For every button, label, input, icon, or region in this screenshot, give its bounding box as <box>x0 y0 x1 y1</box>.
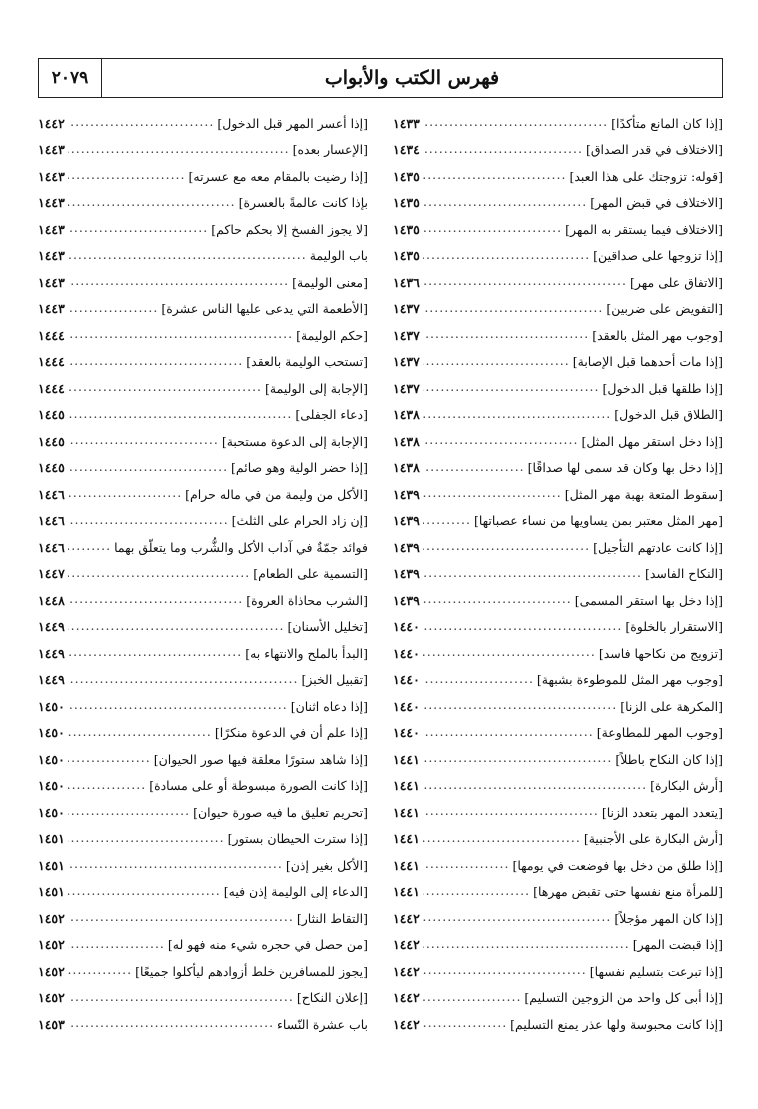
index-entry <box>393 349 723 376</box>
entry-page-number: ١٤٣٥ <box>393 221 420 237</box>
leader-dots <box>423 488 562 501</box>
index-entry <box>38 587 368 614</box>
entry-page-number: ١٤٤٢ <box>393 963 420 979</box>
entry-page-number: ١٤٤٢ <box>393 1016 420 1032</box>
entry-page-number: ١٤٤١ <box>393 778 420 794</box>
leader-dots <box>68 753 151 766</box>
index-entry <box>393 322 723 349</box>
leader-dots <box>423 939 630 952</box>
entry-page-number: ١٤٣٦ <box>393 274 420 290</box>
entry-title: [تخليل الأسنان] <box>287 619 368 635</box>
leader-dots <box>423 965 587 978</box>
leader-dots <box>423 753 612 766</box>
entry-page-number: ١٤٤٠ <box>393 698 420 714</box>
leader-dots <box>423 144 583 157</box>
entry-page-number: ١٤٤٤ <box>38 380 65 396</box>
entry-page-number: ١٤٤٣ <box>38 248 65 264</box>
leader-dots <box>68 939 165 952</box>
index-entry <box>38 1011 368 1038</box>
entry-title: [إن زاد الحرام على الثلث] <box>231 513 368 529</box>
leader-dots <box>68 727 212 740</box>
leader-dots <box>68 515 229 528</box>
entry-title: [إذا قبضت المهر] <box>632 937 723 953</box>
leader-dots <box>68 197 236 210</box>
entry-title: [إذا أبى كل واحد من الزوجين التسليم] <box>524 990 723 1006</box>
right-column <box>393 110 723 1085</box>
entry-title: [أرش البكارة على الأجنبية] <box>583 831 723 847</box>
entry-title: [إذا علم أن في الدعوة منكرًا] <box>214 725 368 741</box>
entry-page-number: ١٤٣٥ <box>393 195 420 211</box>
entry-page-number: ١٤٥١ <box>38 831 65 847</box>
leader-dots <box>423 329 589 342</box>
entry-title: [إذا مات أحدهما قبل الإصابة] <box>572 354 723 370</box>
index-entry <box>393 216 723 243</box>
leader-dots <box>423 859 510 872</box>
entry-title: [إعلان النكاح] <box>296 990 368 1006</box>
entry-title: [المكرهة على الزنا] <box>620 698 723 714</box>
leader-dots <box>68 594 243 607</box>
leader-dots <box>423 541 590 554</box>
entry-page-number: ١٤٤٤ <box>38 354 65 370</box>
entry-title: [إذا كان النكاح باطلاً] <box>615 751 723 767</box>
leader-dots <box>423 303 604 316</box>
entry-title: [الإجابة إلى الوليمة] <box>265 380 368 396</box>
leader-dots <box>423 223 562 236</box>
entry-page-number: ١٤٤٠ <box>393 619 420 635</box>
entry-title: [إذا كان المانع متأكدًا] <box>611 115 723 131</box>
leader-dots <box>68 223 208 236</box>
entry-page-number: ١٤٤١ <box>393 751 420 767</box>
leader-dots <box>423 992 522 1005</box>
index-entry <box>393 561 723 588</box>
leader-dots <box>68 462 228 475</box>
entry-title: [إذا طلقها قبل الدخول] <box>602 380 723 396</box>
index-entry <box>38 905 368 932</box>
entry-page-number: ١٤٣٩ <box>393 486 420 502</box>
entry-page-number: ١٤٤٥ <box>38 460 65 476</box>
entry-page-number: ١٤٣٧ <box>393 354 420 370</box>
leader-dots <box>423 356 570 369</box>
leader-dots <box>423 515 471 528</box>
index-entry <box>38 826 368 853</box>
entry-page-number: ١٤٣٨ <box>393 460 420 476</box>
entry-title: [وجوب المهر للمطاوعة] <box>596 725 723 741</box>
index-entry <box>393 428 723 455</box>
leader-dots <box>423 886 530 899</box>
entry-page-number: ١٤٤٠ <box>393 725 420 741</box>
entry-page-number: ١٤٥٢ <box>38 910 65 926</box>
entry-page-number: ١٤٥٠ <box>38 725 65 741</box>
entry-title: [لا يجوز الفسخ إلا بحكم حاكم] <box>211 221 368 237</box>
index-entry <box>38 163 368 190</box>
leader-dots <box>423 382 600 395</box>
index-entry <box>393 269 723 296</box>
leader-dots <box>68 621 285 634</box>
entry-title: [الاختلاف في قدر الصداق] <box>585 142 723 158</box>
index-entry <box>38 349 368 376</box>
entry-title: [مهر المثل معتبر بمن يساويها من نساء عصباتها] <box>473 513 723 529</box>
index-entry <box>38 693 368 720</box>
entry-title: [من حصل في حجره شيء منه فهو له] <box>167 937 368 953</box>
leader-dots <box>423 170 567 183</box>
index-entry <box>393 852 723 879</box>
index-columns <box>38 110 723 1085</box>
entry-title: [يجوز للمسافرين خلط أزوادهم ليأكلوا جميعًا] <box>135 963 368 979</box>
index-entry <box>393 1011 723 1038</box>
entry-title: [الدعاء إلى الوليمة إذن فيه] <box>223 884 368 900</box>
index-entry <box>393 243 723 270</box>
entry-page-number: ١٤٣٤ <box>393 142 420 158</box>
entry-title: [سقوط المتعة بهبة مهر المثل] <box>564 486 723 502</box>
leader-dots <box>68 144 290 157</box>
leader-dots <box>423 727 594 740</box>
entry-page-number: ١٤٤٣ <box>38 168 65 184</box>
entry-page-number: ١٤٣٩ <box>393 513 420 529</box>
leader-dots <box>68 886 221 899</box>
entry-page-number: ١٤٥١ <box>38 884 65 900</box>
entry-title: [للمرأة منع نفسها حتى تقبض مهرها] <box>533 884 723 900</box>
leader-dots <box>423 462 525 475</box>
entry-page-number: ١٤٥٠ <box>38 751 65 767</box>
entry-page-number: ١٤٣٨ <box>393 433 420 449</box>
leader-dots <box>423 1018 507 1031</box>
entry-title: [الطلاق قبل الدخول] <box>614 407 723 423</box>
entry-page-number: ١٤٤٣ <box>38 142 65 158</box>
index-entry <box>38 534 368 561</box>
leader-dots <box>68 541 111 554</box>
entry-title: [يتعدد المهر بتعدد الزنا] <box>601 804 723 820</box>
entry-title: [الاتفاق على مهر] <box>630 274 723 290</box>
leader-dots <box>68 329 293 342</box>
entry-page-number: ١٤٣٧ <box>393 301 420 317</box>
index-entry <box>393 481 723 508</box>
index-entry <box>393 799 723 826</box>
leader-dots <box>423 409 611 422</box>
left-column <box>38 110 368 1085</box>
entry-title: [إذا طلق من دخل بها فوضعت في يومها] <box>512 857 723 873</box>
index-entry <box>38 852 368 879</box>
leader-dots <box>423 912 612 925</box>
leader-dots <box>423 276 627 289</box>
entry-title: [إذا كانت محبوسة ولها عذر يمنع التسليم] <box>510 1016 723 1032</box>
leader-dots <box>68 674 299 687</box>
entry-title: [الإعسار بعده] <box>292 142 368 158</box>
leader-dots <box>68 303 159 316</box>
entry-page-number: ١٤٥٢ <box>38 990 65 1006</box>
index-entry <box>38 667 368 694</box>
entry-page-number: ١٤٥٠ <box>38 778 65 794</box>
index-entry <box>38 322 368 349</box>
index-entry <box>393 932 723 959</box>
entry-title: [الإجابة إلى الدعوة مستحبة] <box>221 433 368 449</box>
entry-page-number: ١٤٤٩ <box>38 619 65 635</box>
leader-dots <box>68 912 294 925</box>
entry-page-number: ١٤٤٩ <box>38 645 65 661</box>
entry-page-number: ١٤٤٢ <box>393 990 420 1006</box>
index-entry <box>393 508 723 535</box>
index-entry <box>393 296 723 323</box>
leader-dots <box>68 488 182 501</box>
entry-title: [إذا أعسر المهر قبل الدخول] <box>217 115 368 131</box>
index-entry <box>393 534 723 561</box>
entry-page-number: ١٤٤٩ <box>38 672 65 688</box>
entry-title: فوائد جمّةٌ في آداب الأكل والشُّرب وما يتعلّق بهما <box>114 539 368 555</box>
index-entry <box>38 773 368 800</box>
entry-title: [إذا دخل بها وكان قد سمى لها صداقًا] <box>527 460 723 476</box>
leader-dots <box>423 568 642 581</box>
index-entry <box>393 614 723 641</box>
entry-title: [وجوب مهر المثل للموطوءة بشبهة] <box>536 672 723 688</box>
index-entry <box>38 296 368 323</box>
entry-title: [الاختلاف فيما يستقر به المهر] <box>565 221 723 237</box>
index-entry <box>38 375 368 402</box>
index-entry <box>38 137 368 164</box>
entry-page-number: ١٤٤٦ <box>38 539 65 555</box>
entry-page-number: ١٤٣٨ <box>393 407 420 423</box>
entry-page-number: ١٤٤٣ <box>38 195 65 211</box>
entry-page-number: ١٤٣٩ <box>393 539 420 555</box>
leader-dots <box>68 276 289 289</box>
leader-dots <box>423 117 608 130</box>
page-title: فهرس الكتب والأبواب <box>324 67 500 89</box>
leader-dots <box>68 833 225 846</box>
index-entry <box>38 402 368 429</box>
entry-page-number: ١٤٤٢ <box>393 910 420 926</box>
index-entry <box>38 428 368 455</box>
index-entry <box>38 614 368 641</box>
index-entry <box>393 773 723 800</box>
leader-dots <box>68 170 186 183</box>
index-entry <box>393 667 723 694</box>
entry-title: [إذا حضر الولية وهو صائم] <box>231 460 368 476</box>
entry-title: [إذا دخل استقر مهل المثل] <box>581 433 723 449</box>
entry-title: [إذا تبرعت بتسليم نفسها] <box>589 963 723 979</box>
entry-title: [البدأ بالملح والانتهاء به] <box>245 645 368 661</box>
entry-page-number: ١٤٤١ <box>393 857 420 873</box>
entry-title: [تحريم تعليق ما فيه صورة حيوان] <box>193 804 368 820</box>
entry-title: بإذا كانت عالمةً بالعسرة] <box>238 195 368 211</box>
index-entry <box>38 216 368 243</box>
entry-page-number: ١٤٥٢ <box>38 963 65 979</box>
entry-page-number: ١٤٤٣ <box>38 274 65 290</box>
index-entry <box>38 243 368 270</box>
leader-dots <box>423 250 590 263</box>
entry-page-number: ١٤٥٢ <box>38 937 65 953</box>
index-entry <box>393 720 723 747</box>
index-entry <box>38 799 368 826</box>
leader-dots <box>423 647 596 660</box>
index-entry <box>38 958 368 985</box>
leader-dots <box>68 700 288 713</box>
leader-dots <box>68 647 242 660</box>
leader-dots <box>68 992 294 1005</box>
entry-page-number: ١٤٥٠ <box>38 804 65 820</box>
entry-title: [التسمية على الطعام] <box>253 566 368 582</box>
entry-page-number: ١٤٤٣ <box>38 301 65 317</box>
index-entry <box>38 985 368 1012</box>
leader-dots <box>423 594 572 607</box>
leader-dots <box>68 382 262 395</box>
entry-page-number: ١٤٣٩ <box>393 566 420 582</box>
leader-dots <box>423 806 599 819</box>
entry-page-number: ١٤٣٥ <box>393 168 420 184</box>
entry-page-number: ١٤٣٧ <box>393 327 420 343</box>
entry-page-number: ١٤٣٣ <box>393 115 420 131</box>
entry-page-number: ١٤٥٠ <box>38 698 65 714</box>
entry-title: [تزويج من نكاحها فاسد] <box>598 645 723 661</box>
index-entry <box>393 163 723 190</box>
entry-title: [إذا رضيت بالمقام معه مع عسرته] <box>188 168 368 184</box>
leader-dots <box>423 833 581 846</box>
index-entry <box>38 640 368 667</box>
leader-dots <box>68 806 190 819</box>
entry-title: [إذا دعاه اثنان] <box>290 698 368 714</box>
entry-title: باب عشرة النّساء <box>277 1016 368 1032</box>
entry-page-number: ١٤٤٦ <box>38 513 65 529</box>
entry-title: [معنى الوليمة] <box>292 274 368 290</box>
leader-dots <box>68 356 243 369</box>
entry-title: [إذا كان المهر مؤجلاً] <box>614 910 723 926</box>
leader-dots <box>423 435 579 448</box>
index-entry <box>393 905 723 932</box>
leader-dots <box>68 117 215 130</box>
entry-title: [قوله: تزوجتك على هذا العبد] <box>569 168 723 184</box>
index-entry <box>393 746 723 773</box>
entry-page-number: ١٤٣٧ <box>393 380 420 396</box>
entry-title: [تستحب الوليمة بالعقد] <box>246 354 368 370</box>
leader-dots <box>68 1018 274 1031</box>
entry-title: [أرش البكارة] <box>650 778 723 794</box>
leader-dots <box>68 250 307 263</box>
entry-page-number: ١٤٤١ <box>393 804 420 820</box>
index-entry <box>393 402 723 429</box>
index-entry <box>393 826 723 853</box>
index-entry <box>38 110 368 137</box>
entry-title: [الأطعمة التي يدعى عليها الناس عشرة] <box>161 301 368 317</box>
index-entry <box>393 640 723 667</box>
entry-title: [وجوب مهر المثل بالعقد] <box>592 327 723 343</box>
entry-page-number: ١٤٤٤ <box>38 327 65 343</box>
leader-dots <box>423 780 647 793</box>
index-entry <box>393 985 723 1012</box>
leader-dots <box>423 621 623 634</box>
index-entry <box>393 375 723 402</box>
index-entry <box>38 455 368 482</box>
entry-page-number: ١٤٤٠ <box>393 672 420 688</box>
index-entry <box>393 693 723 720</box>
leader-dots <box>423 674 534 687</box>
leader-dots <box>68 859 283 872</box>
entry-page-number: ١٤٤٢ <box>393 937 420 953</box>
entry-title: [إذا سترت الحيطان بستور] <box>227 831 368 847</box>
index-entry <box>38 720 368 747</box>
leader-dots <box>68 435 219 448</box>
index-entry <box>38 508 368 535</box>
index-entry <box>393 587 723 614</box>
entry-title: [إذا تزوجها على صداقين] <box>593 248 723 264</box>
index-entry <box>393 958 723 985</box>
entry-page-number: ١٤٤٦ <box>38 486 65 502</box>
entry-page-number: ١٤٥٣ <box>38 1016 65 1032</box>
entry-title: [إذا شاهد ستورًا معلقة فيها صور الحيوان] <box>153 751 368 767</box>
entry-title: [حكم الوليمة] <box>296 327 368 343</box>
index-entry <box>38 561 368 588</box>
entry-title: [الأكل بغير إذن] <box>285 857 368 873</box>
leader-dots <box>68 780 146 793</box>
entry-title: [التفويض على ضربين] <box>606 301 723 317</box>
entry-title: [النكاح الفاسد] <box>644 566 723 582</box>
index-entry <box>38 481 368 508</box>
leader-dots <box>423 700 617 713</box>
entry-title: [الأكل من وليمة من في ماله حرام] <box>185 486 368 502</box>
entry-page-number: ١٤٤١ <box>393 831 420 847</box>
leader-dots <box>68 409 292 422</box>
entry-title: [إذا دخل بها استقر المسمى] <box>574 592 723 608</box>
entry-title: [الاستقرار بالخلوة] <box>625 619 723 635</box>
index-entry <box>38 190 368 217</box>
leader-dots <box>68 965 132 978</box>
entry-title: [إذا كانت الصورة مبسوطة أو على مسادة] <box>149 778 368 794</box>
entry-page-number: ١٤٤٠ <box>393 645 420 661</box>
entry-title: [التقاط النثار] <box>296 910 368 926</box>
index-entry <box>38 932 368 959</box>
entry-title: باب الوليمة <box>309 248 368 264</box>
entry-page-number: ١٤٤٣ <box>38 221 65 237</box>
index-entry <box>393 190 723 217</box>
leader-dots <box>68 568 250 581</box>
entry-page-number: ١٤٥١ <box>38 857 65 873</box>
entry-page-number: ١٤٣٩ <box>393 592 420 608</box>
entry-title: [الشرب محاذاة العروة] <box>246 592 368 608</box>
leader-dots <box>423 197 587 210</box>
entry-page-number: ١٤٤٥ <box>38 407 65 423</box>
entry-page-number: ١٤٣٥ <box>393 248 420 264</box>
entry-page-number: ١٤٤٥ <box>38 433 65 449</box>
entry-page-number: ١٤٤٨ <box>38 592 65 608</box>
index-entry <box>393 110 723 137</box>
entry-title: [تقبيل الخبز] <box>301 672 368 688</box>
entry-page-number: ١٤٤١ <box>393 884 420 900</box>
index-entry <box>393 879 723 906</box>
entry-title: [دعاء الجفلى] <box>295 407 368 423</box>
index-entry <box>38 879 368 906</box>
page-header <box>38 58 723 98</box>
index-entry <box>393 455 723 482</box>
index-entry <box>38 746 368 773</box>
entry-page-number: ١٤٤٢ <box>38 115 65 131</box>
index-entry <box>38 269 368 296</box>
index-entry <box>393 137 723 164</box>
entry-page-number: ١٤٤٧ <box>38 566 65 582</box>
entry-title: [إذا كانت عادتهم التأجيل] <box>593 539 723 555</box>
page-number: ٢٠٧٩ <box>39 59 102 97</box>
entry-title: [الاختلاف في قبض المهر] <box>590 195 723 211</box>
